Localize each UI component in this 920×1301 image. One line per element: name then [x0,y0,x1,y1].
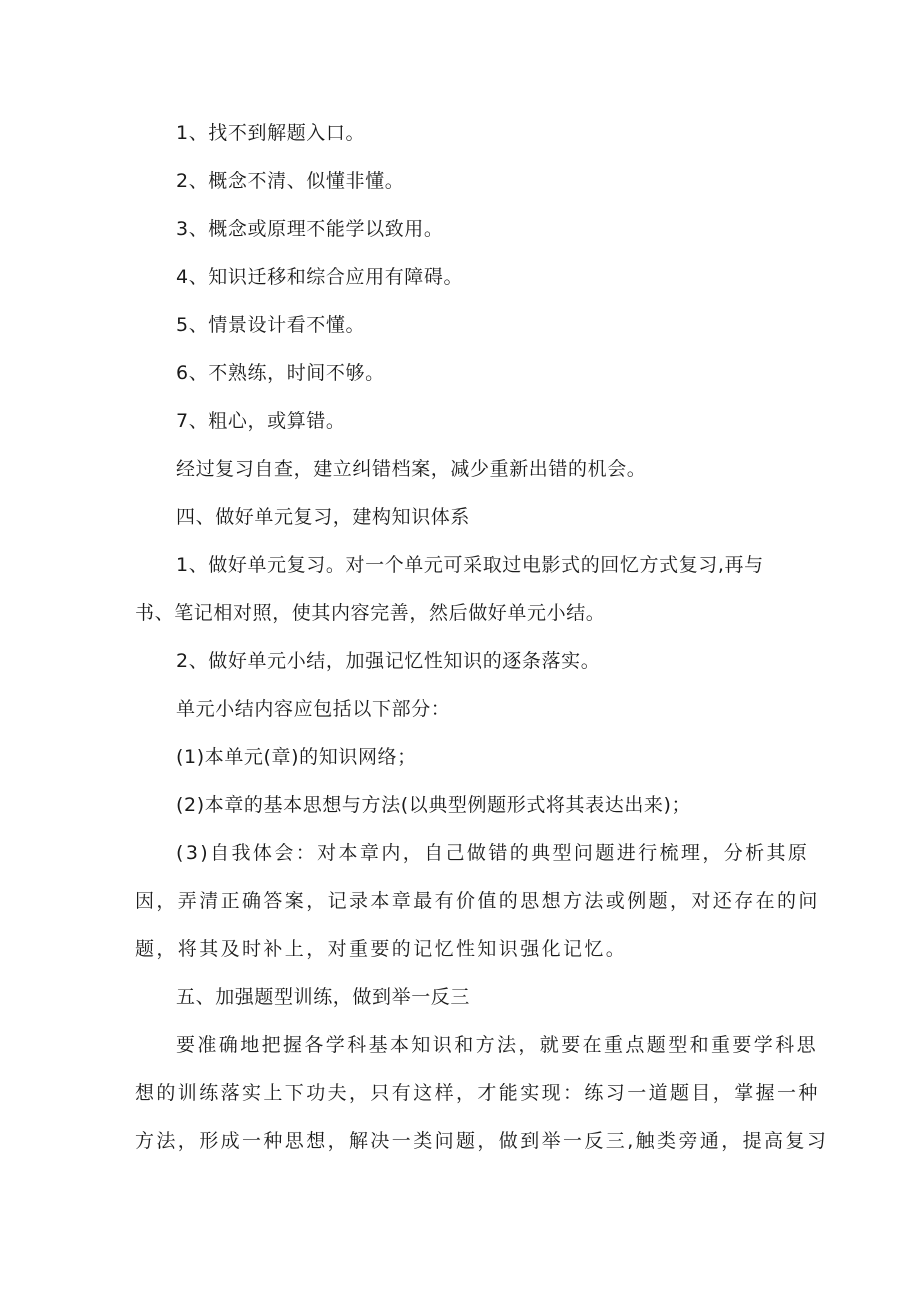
sub-list-item-1: (1)本单元(章)的知识网络； [176,746,417,768]
paragraph-line: 想的训练落实上下功夫，只有这样，才能实现：练习一道题目，掌握一种 [135,1082,820,1104]
sub-list-item-2: (2)本章的基本思想与方法(以典型例题形式将其表达出来)； [176,794,692,816]
paragraph-line: 单元小结内容应包括以下部分： [176,698,451,720]
list-item-2: 2、概念不清、似懂非懂。 [176,170,405,192]
list-item-7: 7、粗心，或算错。 [176,410,346,432]
section-heading-4: 四、做好单元复习，建构知识体系 [176,506,471,528]
paragraph-line: 题，将其及时补上，对重要的记忆性知识强化记忆。 [135,938,628,960]
paragraph-summary: 经过复习自查，建立纠错档案，减少重新出错的机会。 [176,458,647,480]
paragraph-line: 因，弄清正确答案，记录本章最有价值的思想方法或例题，对还存在的问 [135,890,820,912]
paragraph-line: 要准确地把握各学科基本知识和方法，就要在重点题型和重要学科思 [176,1034,819,1056]
paragraph-line: 书、笔记相对照，使其内容完善，然后做好单元小结。 [135,602,606,624]
list-item-6: 6、不熟练，时间不够。 [176,362,385,384]
paragraph-line: 2、做好单元小结，加强记忆性知识的逐条落实。 [176,650,601,672]
list-item-5: 5、情景设计看不懂。 [176,314,366,336]
sub-list-item-3: (3)自我体会：对本章内，自己做错的典型问题进行梳理，分析其原 [176,842,810,864]
list-item-1: 1、找不到解题入口。 [176,122,366,144]
list-item-3: 3、概念或原理不能学以致用。 [176,218,444,240]
paragraph-line: 方法，形成一种思想，解决一类问题，做到举一反三,触类旁通，提高复习 [135,1130,829,1152]
list-item-4: 4、知识迁移和综合应用有障碍。 [176,266,464,288]
paragraph-line: 1、做好单元复习。对一个单元可采取过电影式的回忆方式复习,再与 [176,554,764,576]
section-heading-5: 五、加强题型训练，做到举一反三 [176,986,471,1008]
